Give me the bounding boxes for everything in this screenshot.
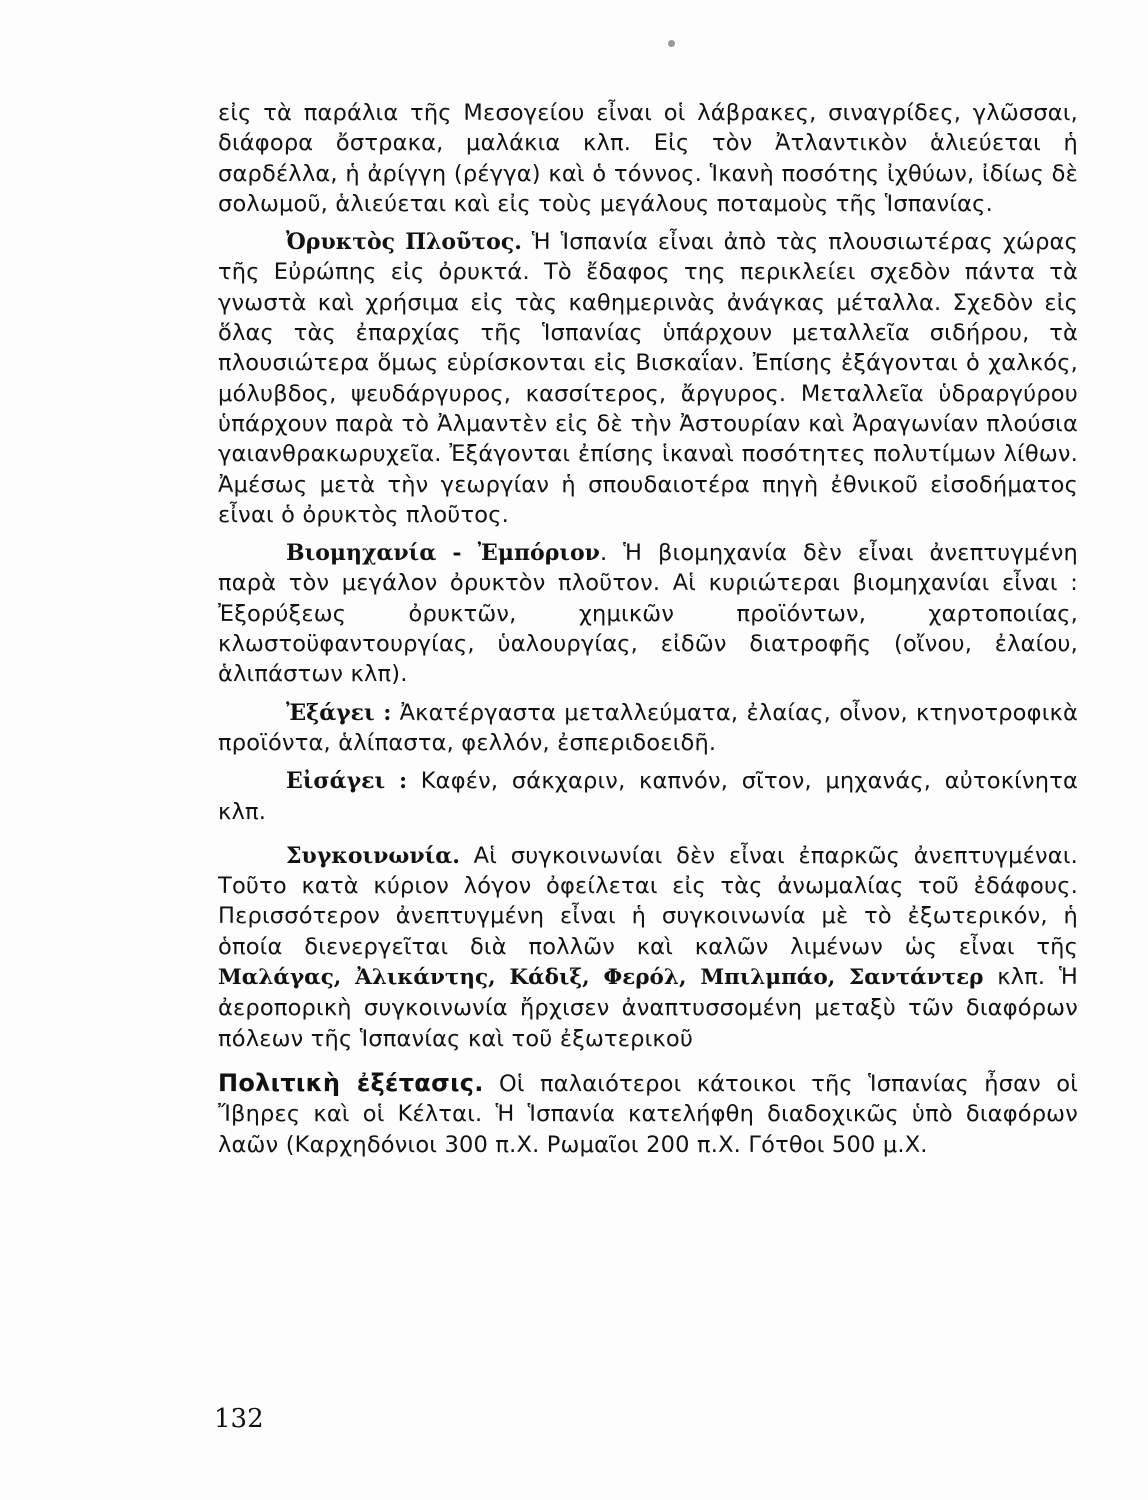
paragraph-exports — [218, 698, 1078, 759]
paragraph-political — [218, 1068, 1078, 1160]
paragraph-body: εἰς τὰ παράλια τῆς Μεσογείου εἶναι οἱ λάβρακες, σιναγρίδες, γλῶσσαι, διάφορα ὄστρακα, μαλάκια κλπ. Εἰς τὸν Ἀτλαντικὸν ἁλιεύεται ἡ σαρδέλλα, ἡ ἀρίγγη (ρέγγα) καὶ ὁ τόννος. Ἱκανὴ ποσότης ἰχθύων, ἰδίως δὲ σολωμοῦ, ἁλιεύεται καὶ εἰς τοὺς μεγάλους ποταμοὺς τῆς Ἱσπανίας. — [218, 100, 1078, 217]
paragraph-body: Ἀκατέργαστα μεταλλεύματα, ἐλαίας, οἶνον, κτηνοτροφικὰ προϊόντα, ἁλίπαστα, φελλόν, ἐσπεριδοειδῆ. — [218, 699, 1078, 756]
paragraph-body: . Ἡ βιομηχανία δὲν εἶναι ἀνεπτυγμένη παρὰ τὸν μεγάλον ὀρυκτὸν πλοῦτον. Αἱ κυριώτεραι βιομηχανίαι εἶναι : Ἐξορύξεως ὀρυκτῶν, χημικῶν προϊόντων, χαρτοποιίας, κλωστοϋφαντουργίας, ὑαλουργίας, εἰδῶν διατροφῆς (οἴνου, ἐλαίου, ἁλιπάστων κλπ). — [218, 540, 1078, 688]
paragraph-imports — [218, 766, 1078, 827]
section-heading: Ἐξάγει : — [286, 699, 392, 726]
paragraph-communication — [218, 841, 1078, 1054]
section-heading: Συγκοινωνία. — [286, 842, 460, 869]
section-heading: Ὀρυκτὸς Πλοῦτος. — [286, 229, 522, 256]
page-number: 132 — [214, 1404, 264, 1434]
section-heading: Εἰσάγει : — [286, 768, 408, 795]
ports-list: Μαλάγας, Ἀλικάντης, Κάδιξ, Φερόλ, Μπιλμπάο, Σαντάντερ — [218, 965, 984, 991]
paragraph-body: Οἱ παλαιότεροι κάτοικοι τῆς Ἱσπανίας ἦσαν οἱ Ἴβηρες καὶ οἱ Κέλται. Ἡ Ἱσπανία κατελήφθη διαδοχικῶς ὑπὸ διαφόρων λαῶν (Καρχηδόνιοι 300 π.Χ. Ρωμαῖοι 200 π.Χ. Γότθοι 500 μ.Χ. — [218, 1070, 1079, 1158]
section-heading: Πολιτικὴ ἐξέτασις. — [218, 1068, 484, 1097]
paragraph-industry-trade — [218, 538, 1078, 689]
paragraph-tail: κλπ. Ἡ ἀεροπορικὴ συγκοινωνία ἤρχισεν ἀναπτυσσομένη μεταξὺ τῶν διαφόρων πόλεων τῆς Ἱσπανίας καὶ τοῦ ἐξωτερικοῦ — [218, 964, 1078, 1052]
section-heading: Βιομηχανία - Ἐμπόριον — [286, 540, 600, 567]
paragraph-fishing — [218, 98, 1078, 219]
paragraph-body: Ἡ Ἱσπανία εἶναι ἀπὸ τὰς πλουσιωτέρας χώρας τῆς Εὐρώπης εἰς ὀρυκτά. Τὸ ἔδαφος της περικλείει σχεδὸν πάντα τὰ γνωστὰ καὶ χρήσιμα εἰς τὰς καθημερινὰς ἀνάγκας μέταλλα. Σχεδὸν εἰς ὅλας τὰς ἐπαρχίας τῆς Ἱσπανίας ὑπάρχουν μεταλλεῖα σιδήρου, τὰ πλουσιώτερα ὅμως εὑρίσκονται εἰς Βισκαΐαν. Ἐπίσης ἐξάγονται ὁ χαλκός, μόλυβδος, ψευδάργυρος, κασσίτερος, ἄργυρος. Μεταλλεῖα ὑδραργύρου ὑπάρχουν παρὰ τὸ Ἀλμαντὲν εἰς δὲ τὴν Ἀστουρίαν καὶ Ἀραγωνίαν πλούσια γαιανθρακωρυχεῖα. Ἐξάγονται ἐπίσης ἱκαναὶ ποσότητες πολυτίμων λίθων. Ἀμέσως μετὰ τὴν γεωργίαν ἡ σπουδαιοτέρα πηγὴ ἐθνικοῦ εἰσοδήματος εἶναι ὁ ὀρυκτὸς πλοῦτος. — [218, 229, 1078, 528]
paragraph-body: Καφέν, σάκχαριν, καπνόν, σῖτον, μηχανάς, αὐτοκίνητα κλπ. — [218, 768, 1078, 825]
paragraph-mineral-wealth — [218, 227, 1078, 530]
paragraph-body: Αἱ συγκοινωνίαι δὲν εἶναι ἐπαρκῶς ἀνεπτυγμέναι. Τοῦτο κατὰ κύριον λόγον ὀφείλεται εἰς τὰς ἀνωμαλίας τοῦ ἐδάφους. Περισσότερον ἀνεπτυγμένη εἶναι ἡ συγκοινωνία μὲ τὸ ἐξωτερικόν, ἡ ὁποία διενεργεῖται διὰ πολλῶν καὶ καλῶν λιμένων ὡς εἶναι τῆς — [218, 842, 1078, 960]
speck-mark — [668, 40, 675, 47]
body-text — [218, 98, 1078, 1160]
